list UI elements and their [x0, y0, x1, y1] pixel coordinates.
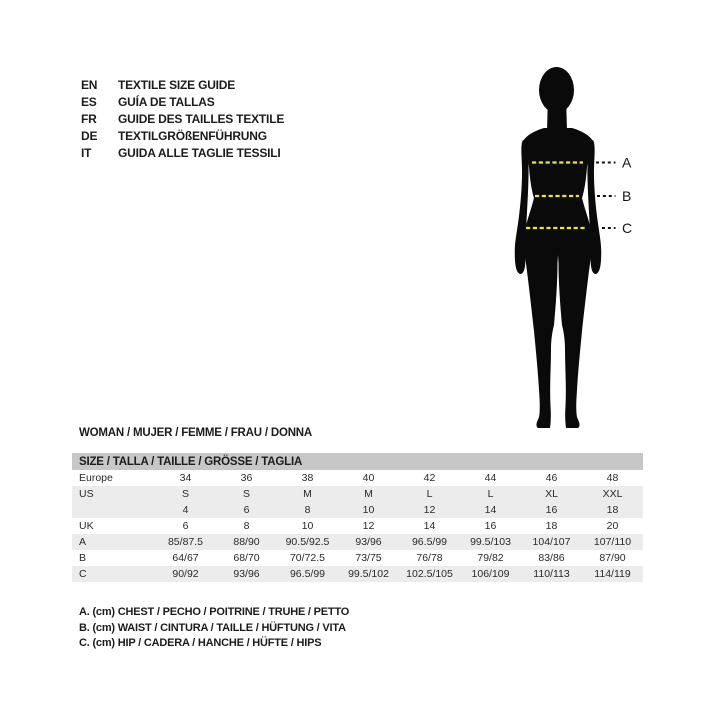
language-code: EN	[81, 77, 98, 92]
row-label: UK	[79, 520, 94, 532]
size-cell: 88/90	[216, 534, 277, 550]
size-cell: 38	[301, 472, 314, 484]
table-row	[72, 550, 643, 566]
language-code: ES	[81, 94, 97, 109]
size-cell: 10	[301, 520, 314, 532]
size-cell: 12	[399, 502, 460, 518]
table-row	[72, 486, 643, 502]
table-row	[72, 502, 643, 518]
language-title: TEXTILE SIZE GUIDE	[118, 77, 236, 92]
size-cell: 93/96	[216, 566, 277, 582]
language-row	[81, 93, 284, 110]
size-cell: 8	[243, 520, 250, 532]
size-cell: 6	[182, 520, 189, 532]
language-row	[81, 144, 284, 161]
size-cell: 4	[155, 502, 216, 518]
marker-label-a: A	[622, 154, 632, 171]
silhouette-neck-icon	[547, 95, 567, 131]
size-cell: 99.5/103	[460, 534, 521, 550]
size-cell: 34	[179, 472, 192, 484]
language-title: TEXTILGRÖßENFÜHRUNG	[118, 128, 267, 143]
size-cell: 14	[423, 520, 436, 532]
language-code: FR	[81, 111, 97, 126]
table-row	[72, 470, 643, 486]
size-cell: 90.5/92.5	[277, 534, 338, 550]
size-cell: S	[155, 486, 216, 502]
size-cell: XXL	[582, 486, 643, 502]
language-row	[81, 76, 284, 93]
size-cell: 73/75	[355, 552, 382, 564]
measurement-legend	[79, 605, 349, 652]
language-title: GUIDA ALLE TAGLIE TESSILI	[118, 145, 281, 160]
size-cell: 40	[362, 472, 375, 484]
size-cell: M	[338, 486, 399, 502]
size-cell: 102.5/105	[399, 566, 460, 582]
size-cell: 46	[545, 472, 558, 484]
size-cell: 93/96	[338, 534, 399, 550]
legend-line: A. (cm) CHEST / PECHO / POITRINE / TRUHE / PETTO	[79, 606, 350, 618]
marker-label-c: C	[622, 220, 633, 236]
row-label: A	[72, 534, 155, 550]
language-list	[81, 76, 284, 161]
language-title: GUÍA DE TALLAS	[118, 94, 215, 109]
size-cell: 70/72.5	[289, 552, 326, 564]
size-cell: 36	[240, 472, 253, 484]
size-cell: 83/86	[538, 552, 565, 564]
size-cell: 87/90	[599, 552, 626, 564]
size-cell: 107/110	[582, 534, 643, 550]
size-cell: S	[216, 486, 277, 502]
size-cell: 16	[521, 502, 582, 518]
table-row	[72, 534, 643, 550]
size-cell: 96.5/99	[399, 534, 460, 550]
size-cell: 99.5/102	[338, 566, 399, 582]
size-cell: 18	[582, 502, 643, 518]
size-cell: L	[460, 486, 521, 502]
size-cell: L	[399, 486, 460, 502]
size-cell: 48	[606, 472, 619, 484]
size-cell: 110/113	[521, 566, 582, 582]
size-cell: 64/67	[172, 552, 199, 564]
legend-line: C. (cm) HIP / CADERA / HANCHE / HÜFTE / HIPS	[79, 637, 322, 649]
size-table-body	[72, 470, 643, 582]
size-cell: 106/109	[460, 566, 521, 582]
size-cell: 90/92	[155, 566, 216, 582]
size-cell: 6	[216, 502, 277, 518]
legend-line: B. (cm) WAIST / CINTURA / TAILLE / HÜFTUNG / VITA	[79, 621, 346, 634]
size-cell: 79/82	[477, 552, 504, 564]
row-label: C	[72, 566, 155, 582]
size-cell: 10	[338, 502, 399, 518]
language-row	[81, 127, 284, 144]
size-table	[72, 453, 643, 582]
language-code: DE	[81, 128, 98, 143]
marker-label-b: B	[622, 188, 632, 204]
row-label: US	[72, 486, 155, 502]
size-cell: M	[277, 486, 338, 502]
size-cell: 12	[362, 520, 375, 532]
size-table-header-row	[72, 453, 643, 470]
row-label: Europe	[79, 472, 113, 484]
row-label	[72, 502, 155, 518]
size-cell: 8	[277, 502, 338, 518]
size-cell: 96.5/99	[277, 566, 338, 582]
woman-figure	[470, 40, 670, 440]
size-cell: 68/70	[233, 552, 260, 564]
gender-title: WOMAN / MUJER / FEMME / FRAU / DONNA	[79, 427, 313, 439]
size-cell: 76/78	[416, 552, 443, 564]
size-table-header: SIZE / TALLA / TAILLE / GRÖSSE / TAGLIA	[72, 453, 643, 470]
language-row	[81, 110, 284, 127]
silhouette-body-icon	[523, 128, 593, 428]
size-cell: 16	[484, 520, 497, 532]
table-row	[72, 518, 643, 534]
row-label: B	[79, 552, 87, 564]
language-title: GUIDE DES TAILLES TEXTILE	[118, 111, 285, 126]
size-cell: 14	[460, 502, 521, 518]
table-row	[72, 566, 643, 582]
size-cell: XL	[521, 486, 582, 502]
size-cell: 20	[606, 520, 619, 532]
language-code: IT	[81, 145, 92, 160]
size-cell: 114/119	[582, 566, 643, 582]
size-cell: 85/87.5	[155, 534, 216, 550]
size-cell: 42	[423, 472, 436, 484]
size-cell: 104/107	[521, 534, 582, 550]
size-cell: 44	[484, 472, 497, 484]
size-cell: 18	[545, 520, 558, 532]
